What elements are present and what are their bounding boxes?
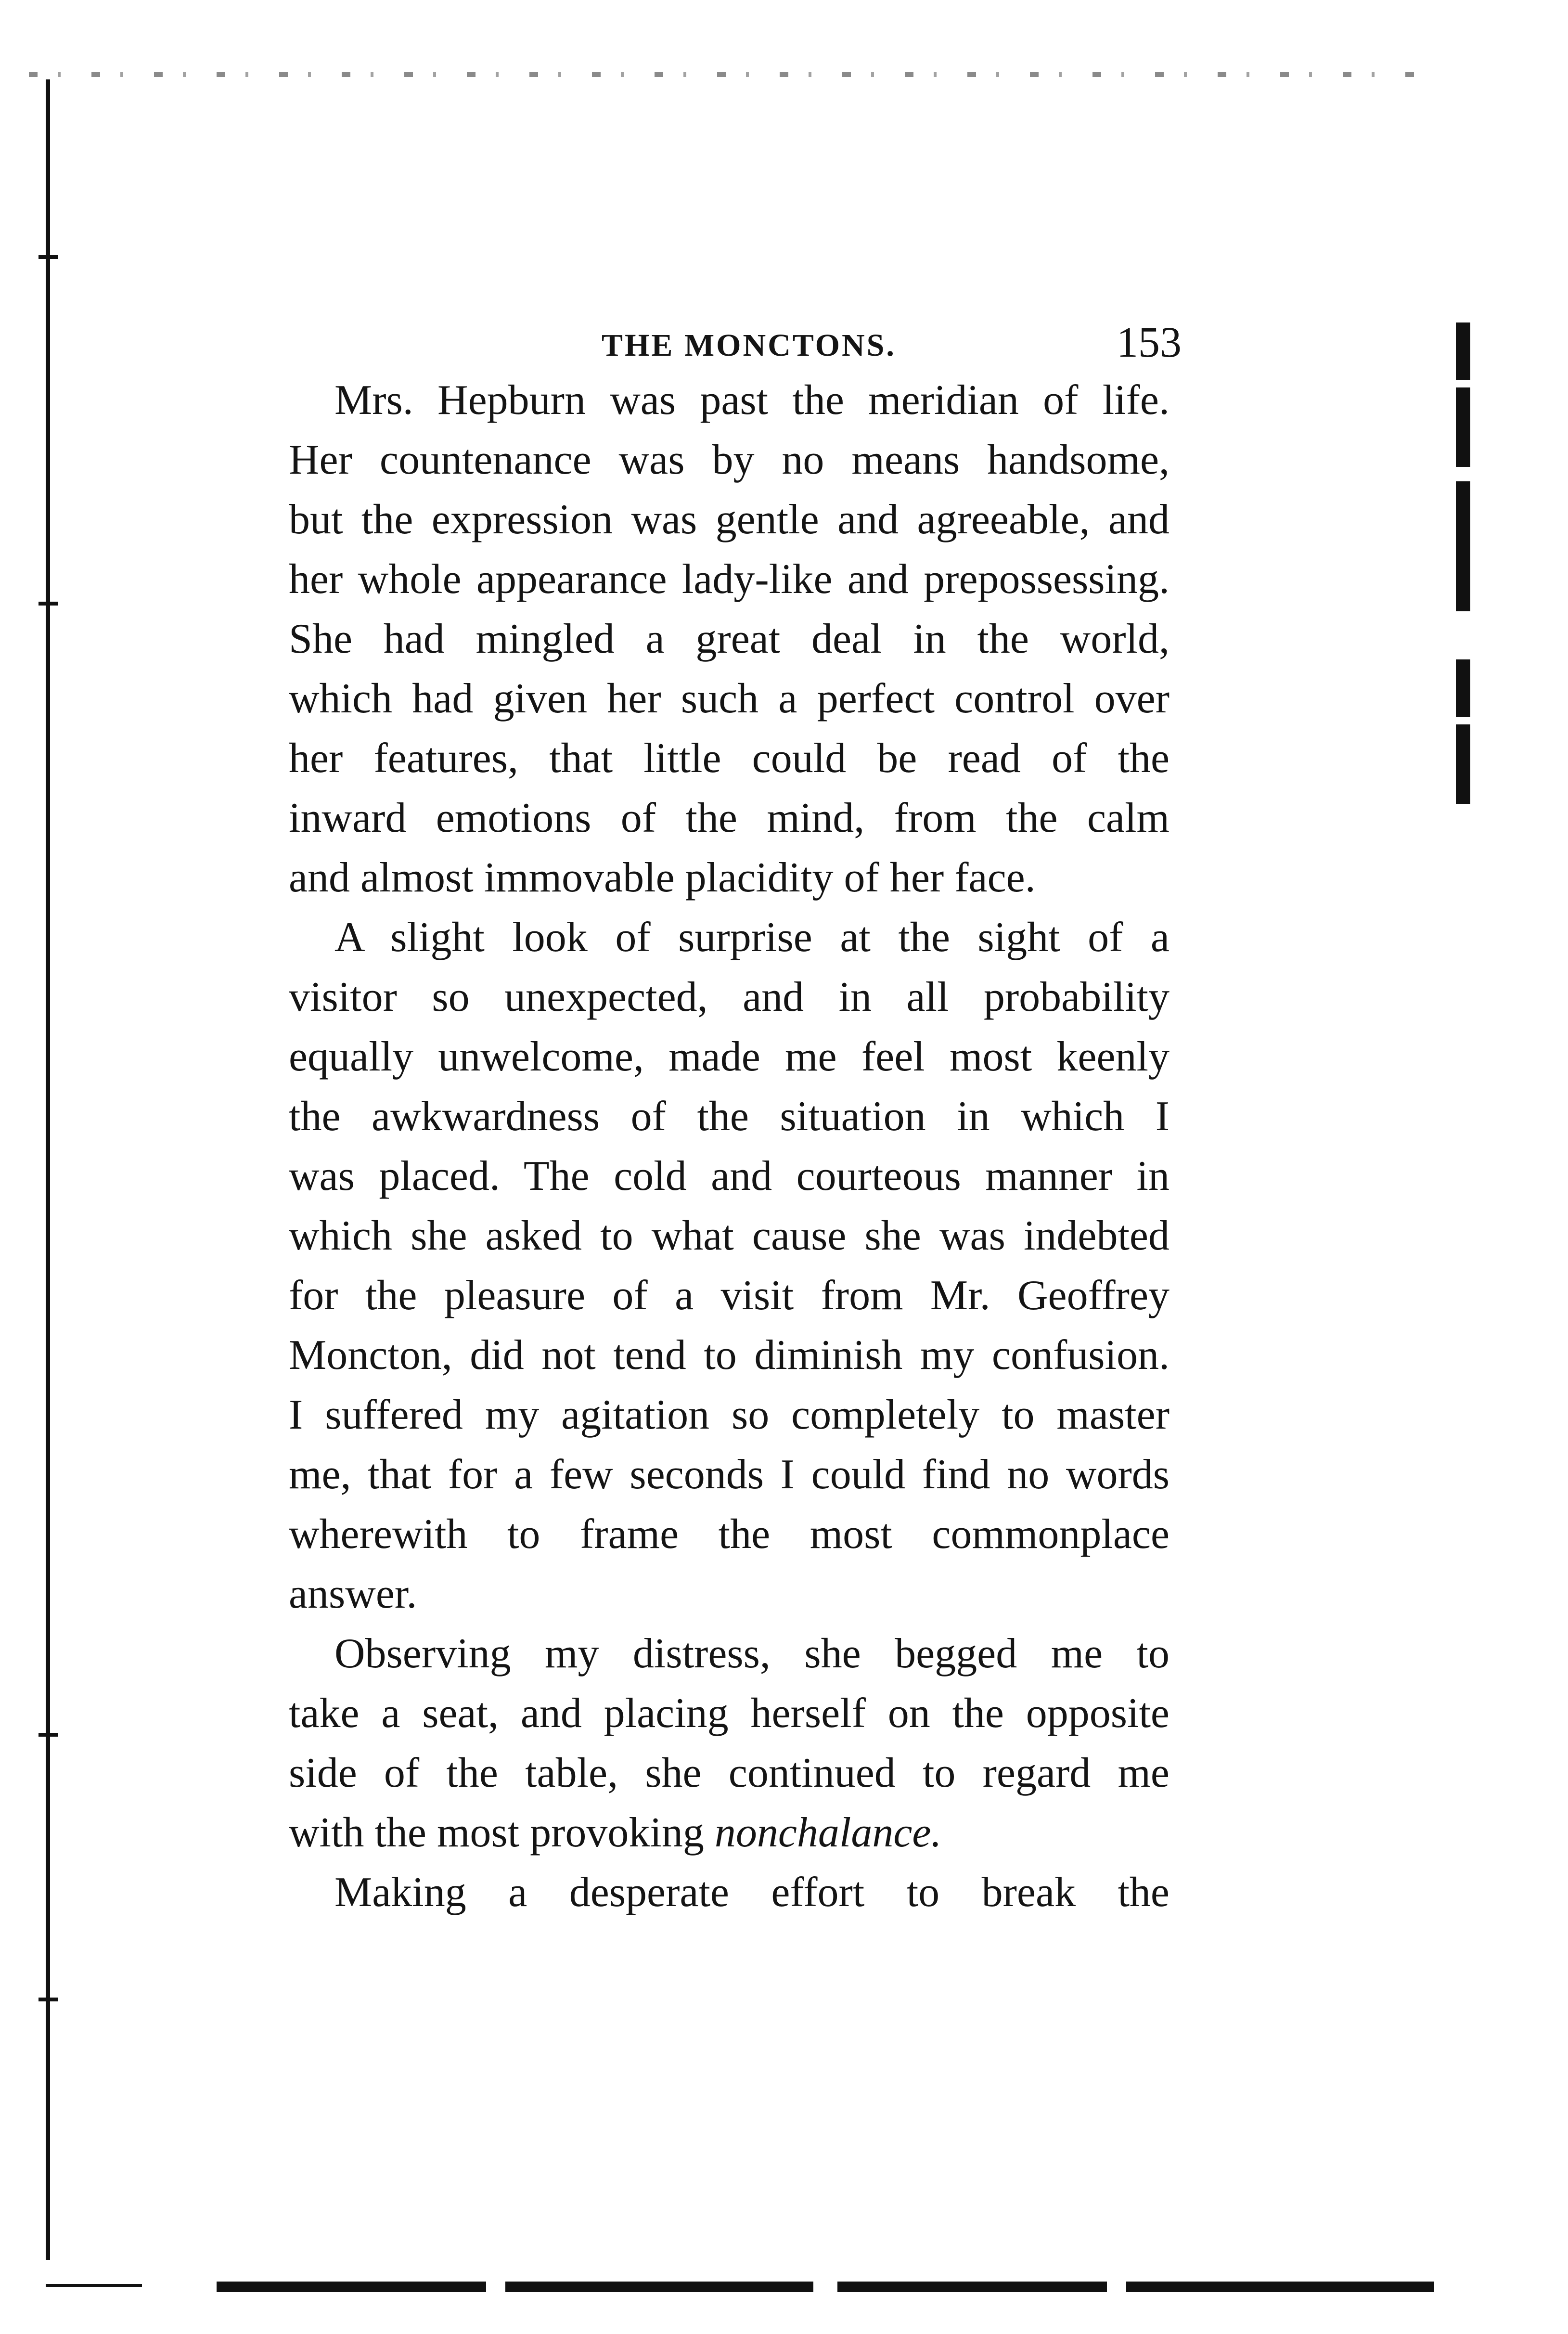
text-line: her features, that little could be read of the (289, 735, 1170, 782)
text-line (289, 1803, 1170, 1863)
text-line: side of the table, she continued to regard me (289, 1750, 1170, 1796)
text-line: the awkwardness of the situation in which I (289, 1093, 1170, 1140)
text-line: inward emotions of the mind, from the calm (289, 795, 1170, 841)
text-line: Her countenance was by no means handsome, (289, 437, 1170, 483)
scan-edge-left (46, 79, 50, 2260)
text-line-italic: nonchalance. (714, 1809, 942, 1856)
text-line: which had given her such a perfect control over (289, 675, 1170, 722)
text-line: Making a desperate effort to break the (334, 1869, 1170, 1916)
text-line: take a seat, and placing herself on the opposite (289, 1690, 1170, 1737)
text-line: her whole appearance lady-like and prepossessing. (289, 556, 1170, 603)
scan-edge-bottom-left (46, 2284, 142, 2287)
text-line: equally unwelcome, made me feel most keenly (289, 1033, 1170, 1080)
text-line: I suffered my agitation so completely to master (289, 1392, 1170, 1438)
text-line: but the expression was gentle and agreeable, and (289, 496, 1170, 543)
book-page (289, 298, 1213, 1922)
text-line: me, that for a few seconds I could find no words (289, 1451, 1170, 1498)
text-line-roman: with the most provoking (289, 1809, 715, 1856)
running-title: THE MONCTONS. (602, 328, 896, 363)
text-line: visitor so unexpected, and in all probability (289, 974, 1170, 1020)
scan-edge-bottom (217, 2282, 1444, 2292)
scan-edge-tick (39, 255, 58, 259)
scan-edge-top (29, 72, 1425, 77)
text-line: Moncton, did not tend to diminish my confusion. (289, 1332, 1170, 1379)
page-number: 153 (1117, 319, 1182, 366)
text-line: was placed. The cold and courteous manner in (289, 1153, 1170, 1199)
text-line: for the pleasure of a visit from Mr. Geoffrey (289, 1272, 1170, 1319)
scan-edge-tick (39, 1998, 58, 2001)
running-head (289, 298, 1213, 371)
body-text (289, 371, 1213, 1922)
scan-edge-right (1456, 322, 1470, 804)
text-line: wherewith to frame the most commonplace (289, 1511, 1170, 1558)
scan-edge-tick (39, 1733, 58, 1737)
text-line: answer. (289, 1571, 417, 1617)
text-line: which she asked to what cause she was indebted (289, 1212, 1170, 1259)
text-line: A slight look of surprise at the sight of a (334, 914, 1170, 961)
text-line: She had mingled a great deal in the world, (289, 616, 1170, 662)
text-line: Mrs. Hepburn was past the meridian of life. (334, 377, 1170, 424)
text-line: Observing my distress, she begged me to (334, 1630, 1170, 1677)
text-line: and almost immovable placidity of her face. (289, 854, 1036, 901)
scan-edge-tick (39, 602, 58, 606)
